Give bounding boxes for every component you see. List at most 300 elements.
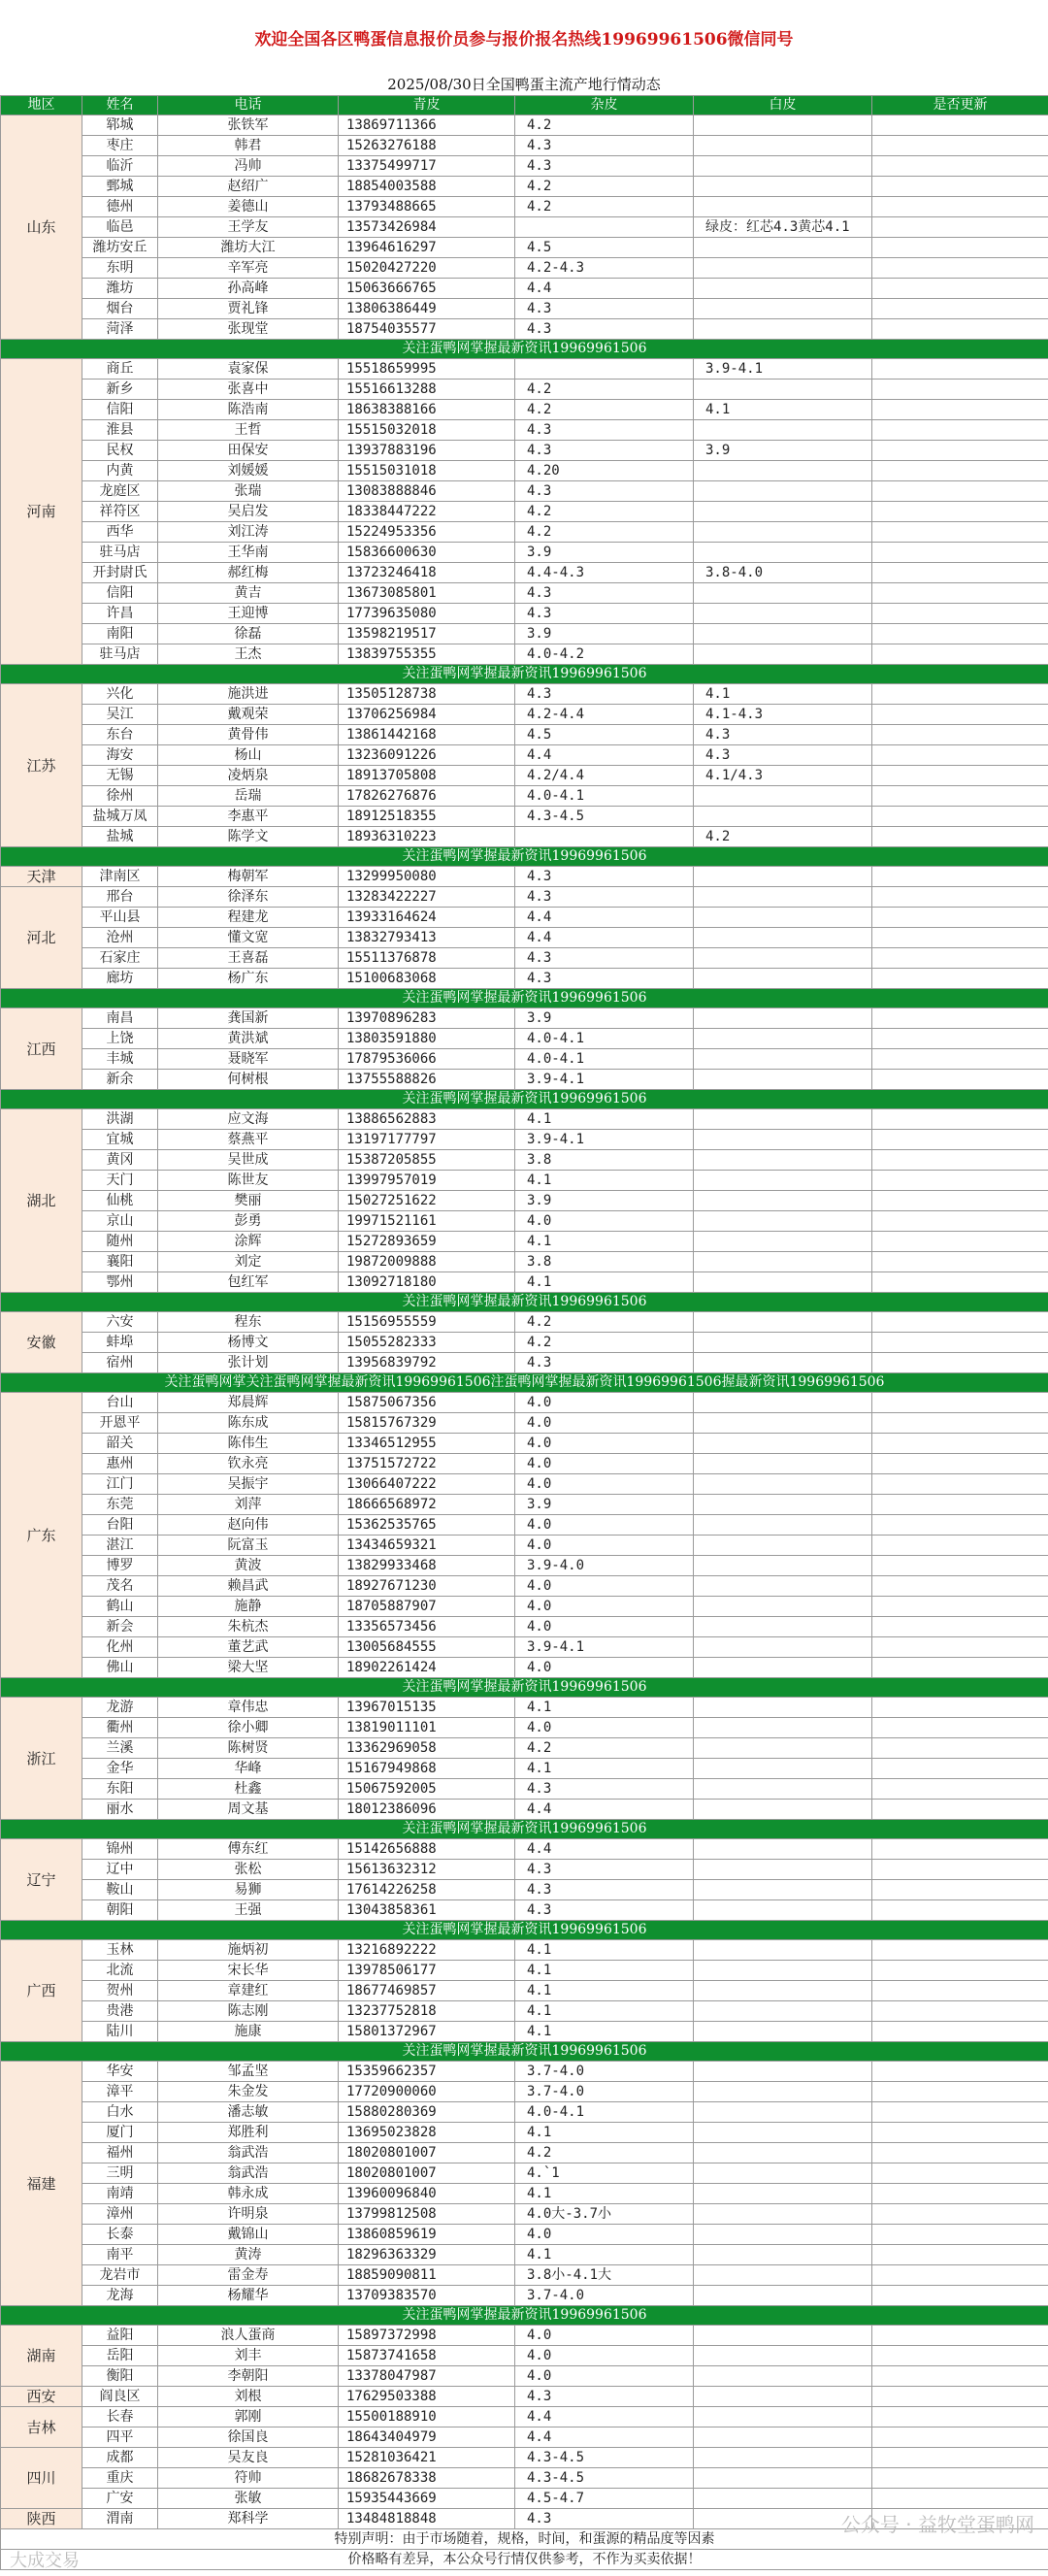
price-green: 4.4 xyxy=(515,908,694,928)
price-mixed xyxy=(694,928,872,948)
phone: 15263276188 xyxy=(339,136,515,156)
price-white xyxy=(872,786,1048,807)
region-cell: 河北 xyxy=(1,887,82,989)
price-mixed xyxy=(694,1272,872,1293)
table-row xyxy=(1,1800,1048,1820)
price-mixed xyxy=(694,1658,872,1678)
region-cell: 吉林 xyxy=(1,2407,82,2448)
city: 西华 xyxy=(82,522,158,543)
separator-text: 关注蛋鸭网掌握最新资讯19969961506 xyxy=(1,1090,1048,1109)
phone: 18643404979 xyxy=(339,2427,515,2448)
contact-name: 王迎博 xyxy=(158,604,339,624)
phone: 18666568972 xyxy=(339,1495,515,1515)
city: 随州 xyxy=(82,1232,158,1252)
city: 上饶 xyxy=(82,1029,158,1049)
table-row xyxy=(1,969,1048,989)
contact-name: 岳瑞 xyxy=(158,786,339,807)
separator-row xyxy=(1,2042,1048,2062)
city: 衡阳 xyxy=(82,2366,158,2387)
phone: 13378047987 xyxy=(339,2366,515,2387)
city: 金华 xyxy=(82,1759,158,1779)
price-green: 4.3 xyxy=(515,969,694,989)
contact-name: 徐小卿 xyxy=(158,1718,339,1738)
phone: 13860859619 xyxy=(339,2225,515,2245)
separator-row xyxy=(1,989,1048,1008)
city: 东台 xyxy=(82,725,158,745)
price-green: 4.1 xyxy=(515,2245,694,2265)
price-mixed: 绿皮：红芯4.3黄芯4.1 xyxy=(694,217,872,238)
contact-name: 潘志敏 xyxy=(158,2102,339,2123)
price-mixed xyxy=(694,1940,872,1961)
price-mixed: 4.1/4.3 xyxy=(694,766,872,786)
price-mixed xyxy=(694,2468,872,2489)
table-row xyxy=(1,481,1048,502)
table-row xyxy=(1,563,1048,583)
price-green: 4.0-4.1 xyxy=(515,2102,694,2123)
contact-name: 郑晨辉 xyxy=(158,1393,339,1413)
price-white xyxy=(872,1839,1048,1860)
contact-name: 陈世友 xyxy=(158,1171,339,1191)
price-mixed xyxy=(694,2489,872,2509)
table-row xyxy=(1,1658,1048,1678)
table-row xyxy=(1,1029,1048,1049)
price-green: 4.5 xyxy=(515,238,694,258)
city: 蚌埠 xyxy=(82,1333,158,1353)
price-mixed xyxy=(694,867,872,887)
price-mixed xyxy=(694,1839,872,1860)
phone: 13803591880 xyxy=(339,1029,515,1049)
contact-name: 韩永成 xyxy=(158,2184,339,2204)
price-green: 4.0 xyxy=(515,1658,694,1678)
price-mixed xyxy=(694,644,872,665)
col-region: 地区 xyxy=(1,96,82,116)
price-green: 4.3 xyxy=(515,1880,694,1900)
table-row xyxy=(1,2489,1048,2509)
phone: 13861442168 xyxy=(339,725,515,745)
phone: 17629503388 xyxy=(339,2387,515,2407)
price-mixed xyxy=(694,522,872,543)
price-green: 3.9-4.1 xyxy=(515,1130,694,1150)
phone: 18638388166 xyxy=(339,400,515,420)
price-white xyxy=(872,1597,1048,1617)
table-row xyxy=(1,2123,1048,2143)
price-white xyxy=(872,1413,1048,1434)
city: 盐城 xyxy=(82,827,158,847)
contact-name: 王学友 xyxy=(158,217,339,238)
table-row xyxy=(1,299,1048,319)
contact-name: 雷金寿 xyxy=(158,2265,339,2286)
contact-name: 钦永亮 xyxy=(158,1454,339,1474)
watermark: 公众号 · 益牧堂蛋鸭网 xyxy=(840,2513,1034,2536)
table-row xyxy=(1,725,1048,745)
table-row xyxy=(1,2326,1048,2346)
contact-name: 黄吉 xyxy=(158,583,339,604)
table-row xyxy=(1,2143,1048,2163)
price-mixed xyxy=(694,461,872,481)
price-green: 4.3 xyxy=(515,441,694,461)
price-white xyxy=(872,1718,1048,1738)
price-white xyxy=(872,2143,1048,2163)
phone: 13937883196 xyxy=(339,441,515,461)
city: 天门 xyxy=(82,1171,158,1191)
price-white xyxy=(872,2245,1048,2265)
price-white xyxy=(872,502,1048,522)
contact-name: 贾礼锋 xyxy=(158,299,339,319)
city: 鄂州 xyxy=(82,1272,158,1293)
price-white xyxy=(872,2286,1048,2306)
city: 海安 xyxy=(82,745,158,766)
disclaimer-line-2: 价格略有差异，本公众号行情仅供参考，不作为买卖依据！ xyxy=(1,2550,1048,2570)
contact-name: 刘根 xyxy=(158,2387,339,2407)
phone: 15362535765 xyxy=(339,1515,515,1536)
city: 茂名 xyxy=(82,1576,158,1597)
city: 南昌 xyxy=(82,1008,158,1029)
price-mixed xyxy=(694,481,872,502)
city: 广安 xyxy=(82,2489,158,2509)
city: 菏泽 xyxy=(82,319,158,340)
phone: 13832793413 xyxy=(339,928,515,948)
contact-name: 张铁军 xyxy=(158,116,339,136)
price-white xyxy=(872,604,1048,624)
city: 新乡 xyxy=(82,380,158,400)
table-row xyxy=(1,745,1048,766)
price-mixed xyxy=(694,1860,872,1880)
city: 贺州 xyxy=(82,1981,158,2001)
separator-row xyxy=(1,1921,1048,1940)
phone: 13806386449 xyxy=(339,299,515,319)
price-mixed: 4.3 xyxy=(694,745,872,766)
price-green: 4.2-4.3 xyxy=(515,258,694,279)
price-green: 3.9 xyxy=(515,543,694,563)
price-mixed xyxy=(694,1434,872,1454)
price-green: 4.0-4.2 xyxy=(515,644,694,665)
city: 临沂 xyxy=(82,156,158,177)
phone: 13043858361 xyxy=(339,1900,515,1921)
phone: 19971521161 xyxy=(339,1211,515,1232)
city: 龙海 xyxy=(82,2286,158,2306)
price-green: 4.1 xyxy=(515,2001,694,2022)
city: 鞍山 xyxy=(82,1880,158,1900)
contact-name: 何树根 xyxy=(158,1070,339,1090)
price-green: 3.8 xyxy=(515,1252,694,1272)
contact-name: 王杰 xyxy=(158,644,339,665)
table-row xyxy=(1,2366,1048,2387)
price-white xyxy=(872,969,1048,989)
price-white xyxy=(872,1900,1048,1921)
phone: 13819011101 xyxy=(339,1718,515,1738)
city: 龙游 xyxy=(82,1698,158,1718)
table-row xyxy=(1,1536,1048,1556)
price-green: 4.0 xyxy=(515,1434,694,1454)
phone: 13598219517 xyxy=(339,624,515,644)
price-mixed xyxy=(694,116,872,136)
price-mixed xyxy=(694,1191,872,1211)
city: 驻马店 xyxy=(82,644,158,665)
table-row xyxy=(1,2184,1048,2204)
phone: 18927671230 xyxy=(339,1576,515,1597)
contact-name: 懂文宽 xyxy=(158,928,339,948)
contact-name: 杨广东 xyxy=(158,969,339,989)
price-mixed xyxy=(694,2286,872,2306)
price-mixed xyxy=(694,1556,872,1576)
price-green: 4.0 xyxy=(515,1617,694,1637)
price-green: 4.1 xyxy=(515,1981,694,2001)
city: 重庆 xyxy=(82,2468,158,2489)
price-mixed xyxy=(694,1495,872,1515)
price-white xyxy=(872,380,1048,400)
price-white xyxy=(872,1211,1048,1232)
price-green: 4.3 xyxy=(515,604,694,624)
phone: 18705887907 xyxy=(339,1597,515,1617)
contact-name: 张瑞 xyxy=(158,481,339,502)
contact-name: 凌炳泉 xyxy=(158,766,339,786)
table-row xyxy=(1,2468,1048,2489)
price-white xyxy=(872,2468,1048,2489)
phone: 15815767329 xyxy=(339,1413,515,1434)
table-row xyxy=(1,1474,1048,1495)
city: 佛山 xyxy=(82,1658,158,1678)
city: 台山 xyxy=(82,1393,158,1413)
price-green: 4.1 xyxy=(515,1171,694,1191)
table-row xyxy=(1,1454,1048,1474)
table-row xyxy=(1,1272,1048,1293)
price-green: 4.3 xyxy=(515,1900,694,1921)
phone: 17739635080 xyxy=(339,604,515,624)
phone: 13839755355 xyxy=(339,644,515,665)
price-white xyxy=(872,1353,1048,1373)
phone: 13346512955 xyxy=(339,1434,515,1454)
table-row xyxy=(1,543,1048,563)
price-green: 3.9 xyxy=(515,1191,694,1211)
phone: 13706256984 xyxy=(339,705,515,725)
price-mixed xyxy=(694,2102,872,2123)
price-white xyxy=(872,481,1048,502)
phone: 15100683068 xyxy=(339,969,515,989)
price-mixed xyxy=(694,948,872,969)
city: 衢州 xyxy=(82,1718,158,1738)
col-green: 青皮 xyxy=(339,96,515,116)
price-green: 4.3 xyxy=(515,2387,694,2407)
price-green: 3.7-4.0 xyxy=(515,2286,694,2306)
contact-name: 徐泽东 xyxy=(158,887,339,908)
table-row xyxy=(1,1718,1048,1738)
price-green: 4.0-4.1 xyxy=(515,1029,694,1049)
price-green: 4.2 xyxy=(515,2143,694,2163)
price-white xyxy=(872,684,1048,705)
phone: 13695023828 xyxy=(339,2123,515,2143)
price-green: 4.3-4.5 xyxy=(515,2468,694,2489)
price-mixed xyxy=(694,238,872,258)
phone: 13005684555 xyxy=(339,1637,515,1658)
price-white xyxy=(872,766,1048,786)
price-mixed xyxy=(694,969,872,989)
city: 东莞 xyxy=(82,1495,158,1515)
city: 台阳 xyxy=(82,1515,158,1536)
table-row xyxy=(1,156,1048,177)
city: 淮县 xyxy=(82,420,158,441)
price-white xyxy=(872,420,1048,441)
table-row xyxy=(1,2102,1048,2123)
price-green: 4.3 xyxy=(515,867,694,887)
price-mixed xyxy=(694,2427,872,2448)
city: 龙岩市 xyxy=(82,2265,158,2286)
table-row xyxy=(1,1211,1048,1232)
price-white xyxy=(872,522,1048,543)
phone: 18854003588 xyxy=(339,177,515,197)
price-green: 4.1 xyxy=(515,1232,694,1252)
table-row xyxy=(1,177,1048,197)
contact-name: 宋长华 xyxy=(158,1961,339,1981)
table-row xyxy=(1,2001,1048,2022)
phone: 13970896283 xyxy=(339,1008,515,1029)
region-cell: 山东 xyxy=(1,116,82,340)
contact-name: 李惠平 xyxy=(158,807,339,827)
contact-name: 易狮 xyxy=(158,1880,339,1900)
price-mixed xyxy=(694,2265,872,2286)
contact-name: 邹孟坚 xyxy=(158,2062,339,2082)
city: 陆川 xyxy=(82,2022,158,2042)
price-white xyxy=(872,1474,1048,1495)
city: 东明 xyxy=(82,258,158,279)
price-table xyxy=(0,95,1048,2570)
contact-name: 杨博文 xyxy=(158,1333,339,1353)
contact-name: 吴友良 xyxy=(158,2448,339,2468)
price-green: 4.3 xyxy=(515,136,694,156)
price-mixed xyxy=(694,2245,872,2265)
city: 津南区 xyxy=(82,867,158,887)
phone: 17826276876 xyxy=(339,786,515,807)
price-green: 4.0 xyxy=(515,1413,694,1434)
table-row xyxy=(1,359,1048,380)
table-row xyxy=(1,1495,1048,1515)
price-mixed xyxy=(694,1454,872,1474)
phone: 13505128738 xyxy=(339,684,515,705)
city: 黄冈 xyxy=(82,1150,158,1171)
region-cell: 江西 xyxy=(1,1008,82,1090)
city: 朝阳 xyxy=(82,1900,158,1921)
price-mixed xyxy=(694,1211,872,1232)
phone: 15935443669 xyxy=(339,2489,515,2509)
price-mixed xyxy=(694,1171,872,1191)
price-mixed xyxy=(694,1232,872,1252)
price-green: 4.1 xyxy=(515,2184,694,2204)
contact-name: 王哲 xyxy=(158,420,339,441)
price-white xyxy=(872,2062,1048,2082)
separator-text: 关注蛋鸭网掌握最新资讯19969961506 xyxy=(1,2306,1048,2326)
table-row xyxy=(1,948,1048,969)
contact-name: 翁武浩 xyxy=(158,2163,339,2184)
city: 宿州 xyxy=(82,1353,158,1373)
price-white xyxy=(872,1779,1048,1800)
city: 郓城 xyxy=(82,116,158,136)
phone: 13978506177 xyxy=(339,1961,515,1981)
contact-name: 孙高峰 xyxy=(158,279,339,299)
city: 丰城 xyxy=(82,1049,158,1070)
table-row xyxy=(1,1637,1048,1658)
price-mixed: 4.1 xyxy=(694,400,872,420)
city: 邢台 xyxy=(82,887,158,908)
price-green: 4.1 xyxy=(515,1961,694,1981)
contact-name: 张松 xyxy=(158,1860,339,1880)
city: 吴江 xyxy=(82,705,158,725)
price-green: 4.3 xyxy=(515,481,694,502)
contact-name: 赵绍广 xyxy=(158,177,339,197)
table-row xyxy=(1,807,1048,827)
phone: 13216892222 xyxy=(339,1940,515,1961)
price-green: 4.2-4.4 xyxy=(515,705,694,725)
price-mixed: 4.1-4.3 xyxy=(694,705,872,725)
city: 许昌 xyxy=(82,604,158,624)
price-white xyxy=(872,1333,1048,1353)
city: 北流 xyxy=(82,1961,158,1981)
price-mixed xyxy=(694,2123,872,2143)
city: 龙庭区 xyxy=(82,481,158,502)
city: 新余 xyxy=(82,1070,158,1090)
table-row xyxy=(1,1961,1048,1981)
price-mixed xyxy=(694,887,872,908)
phone: 15518659995 xyxy=(339,359,515,380)
price-white xyxy=(872,2326,1048,2346)
price-green: 4.0-4.1 xyxy=(515,786,694,807)
table-row xyxy=(1,1556,1048,1576)
price-white xyxy=(872,1150,1048,1171)
table-row xyxy=(1,420,1048,441)
table-row xyxy=(1,887,1048,908)
price-white xyxy=(872,1961,1048,1981)
price-white xyxy=(872,441,1048,461)
city: 漳州 xyxy=(82,2204,158,2225)
table-row xyxy=(1,1008,1048,1029)
phone: 13793488665 xyxy=(339,197,515,217)
price-mixed xyxy=(694,1900,872,1921)
city: 化州 xyxy=(82,1637,158,1658)
price-green: 4.2 xyxy=(515,522,694,543)
table-row xyxy=(1,644,1048,665)
price-white xyxy=(872,2102,1048,2123)
price-mixed: 3.9-4.1 xyxy=(694,359,872,380)
phone: 13237752818 xyxy=(339,2001,515,2022)
price-white xyxy=(872,177,1048,197)
phone: 18936310223 xyxy=(339,827,515,847)
phone: 15272893659 xyxy=(339,1232,515,1252)
city: 阎良区 xyxy=(82,2387,158,2407)
price-white xyxy=(872,1171,1048,1191)
price-green: 3.9-4.1 xyxy=(515,1637,694,1658)
price-green: 4.0 xyxy=(515,1211,694,1232)
phone: 18754035577 xyxy=(339,319,515,340)
table-row xyxy=(1,2204,1048,2225)
price-green: 4.0 xyxy=(515,1718,694,1738)
phone: 18913705808 xyxy=(339,766,515,786)
price-white xyxy=(872,1759,1048,1779)
phone: 15281036421 xyxy=(339,2448,515,2468)
separator-text: 关注蛋鸭网掌关注蛋鸭网掌握最新资讯19969961506注蛋鸭网掌握最新资讯19969961506握最新资讯19969961506 xyxy=(1,1373,1048,1393)
city: 福州 xyxy=(82,2143,158,2163)
col-phone: 电话 xyxy=(158,96,339,116)
price-white xyxy=(872,2427,1048,2448)
price-green: 4.2 xyxy=(515,380,694,400)
contact-name: 施康 xyxy=(158,2022,339,2042)
price-green: 4.3 xyxy=(515,1860,694,1880)
price-green: 4.4-4.3 xyxy=(515,563,694,583)
price-green: 3.8小-4.1大 xyxy=(515,2265,694,2286)
separator-text: 关注蛋鸭网掌握最新资讯19969961506 xyxy=(1,1921,1048,1940)
price-mixed xyxy=(694,1333,872,1353)
price-green: 3.9-4.1 xyxy=(515,1070,694,1090)
separator-text: 关注蛋鸭网掌握最新资讯19969961506 xyxy=(1,2042,1048,2062)
phone: 13484818848 xyxy=(339,2509,515,2529)
price-mixed xyxy=(694,1576,872,1597)
